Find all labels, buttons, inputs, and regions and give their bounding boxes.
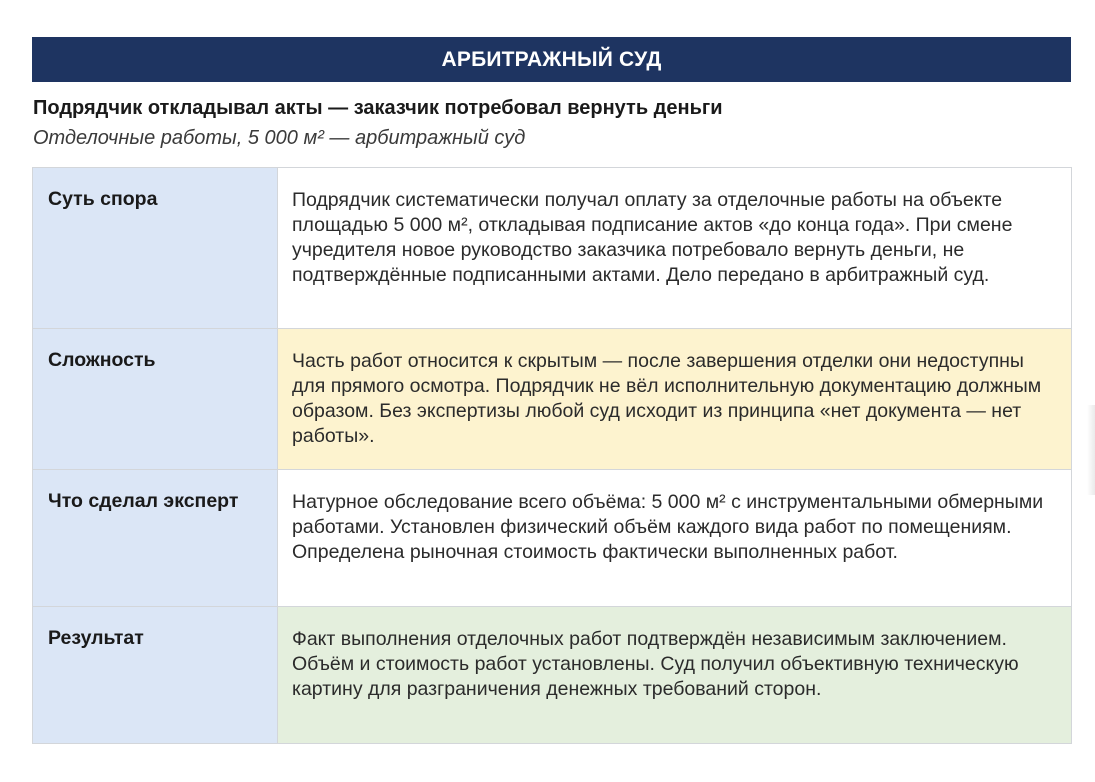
page-edge-shadow xyxy=(1087,405,1095,495)
banner-title: АРБИТРАЖНЫЙ СУД xyxy=(441,47,662,71)
row-text-expert-actions: Натурное обследование всего объёма: 5 000 м² с инструментальными обмерными работами. Установлен физический объём каждого вида работ по помещениям. Определена рыночная стоимость фактически выполненных работ. xyxy=(278,470,1072,607)
table-row-complexity xyxy=(33,329,1072,470)
row-text-dispute: Подрядчик систематически получал оплату за отделочные работы на объекте площадью 5 000 м², откладывая подписание актов «до конца года». При смене учредителя новое руководство заказчика потребовало вернуть деньги, не подтверждённые подписанными актами. Дело передано в арбитражный суд. xyxy=(278,168,1072,329)
row-label-complexity: Сложность xyxy=(33,329,278,470)
case-subtitle: Отделочные работы, 5 000 м² — арбитражный суд xyxy=(33,127,526,149)
case-details-table xyxy=(32,167,1072,744)
row-label-expert-actions: Что сделал эксперт xyxy=(33,470,278,607)
row-label-dispute: Суть спора xyxy=(33,168,278,329)
row-text-complexity: Часть работ относится к скрытым — после завершения отделки они недоступны для прямого осмотра. Подрядчик не вёл исполнительную документацию должным образом. Без экспертизы любой суд исходит из принципа «нет документа — нет работы». xyxy=(278,329,1072,470)
case-title: Подрядчик откладывал акты — заказчик потребовал вернуть деньги xyxy=(33,97,723,119)
section-banner xyxy=(32,37,1071,82)
table-row-dispute xyxy=(33,168,1072,329)
table-row-expert-actions xyxy=(33,470,1072,607)
table-row-result xyxy=(33,607,1072,744)
row-text-result: Факт выполнения отделочных работ подтверждён независимым заключением. Объём и стоимость работ установлены. Суд получил объективную техническую картину для разграничения денежных требований сторон. xyxy=(278,607,1072,744)
row-label-result: Результат xyxy=(33,607,278,744)
